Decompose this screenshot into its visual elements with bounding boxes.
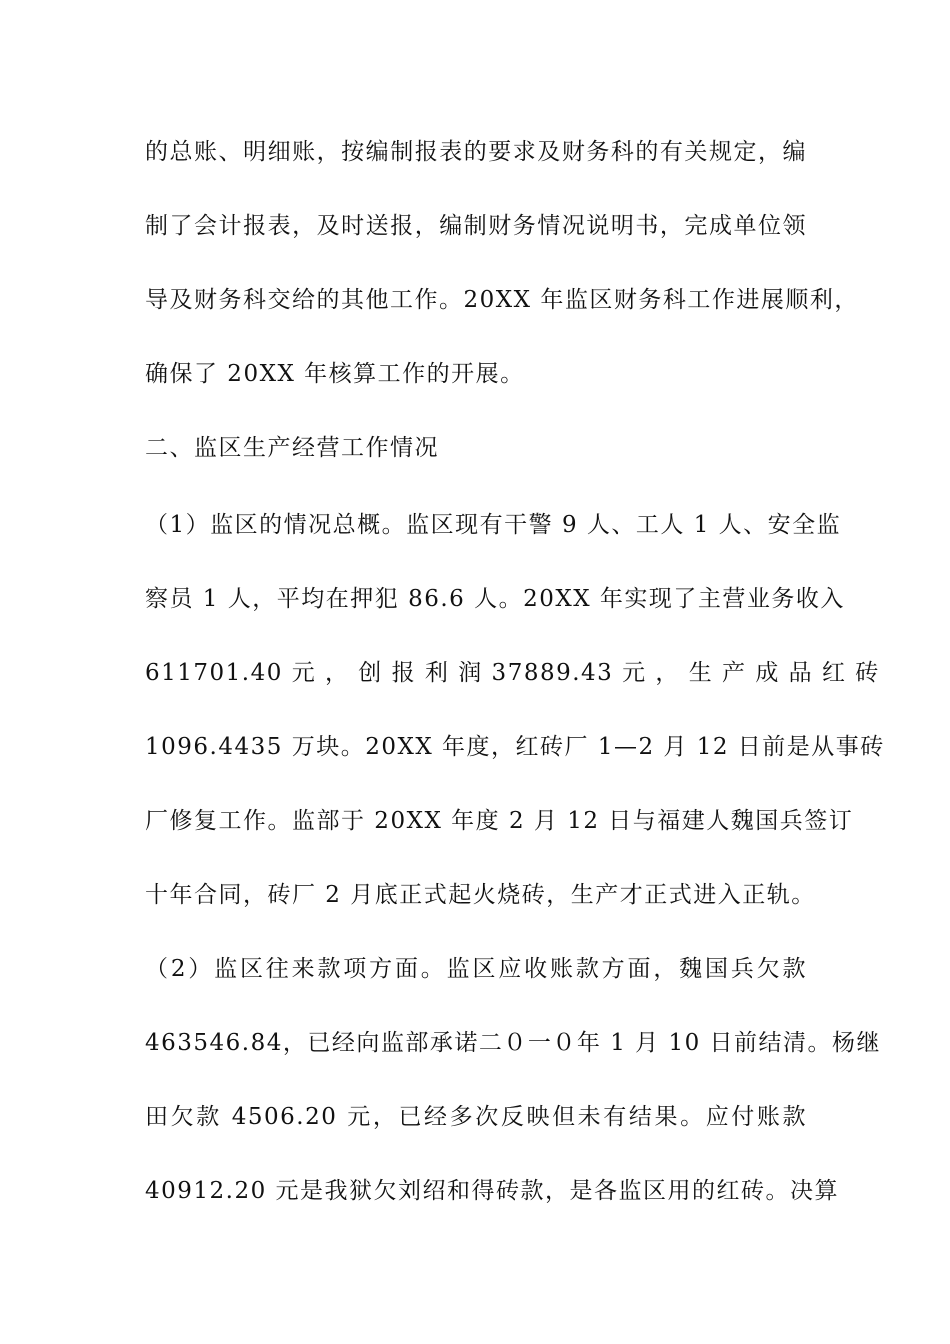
text-line-2: 制了会计报表，及时送报，编制财务情况说明书，完成单位领 — [145, 213, 807, 239]
text-line-11: 十年合同，砖厂 2 月底正式起火烧砖，生产才正式进入正轨。 — [145, 882, 816, 908]
text-line-15: 40912.20 元是我狱欠刘绍和得砖款，是各监区用的红砖。决算 — [145, 1178, 840, 1204]
text-line-7: 察员 1 人，平均在押犯 86.6 人。20XX 年实现了主营业务收入 — [145, 586, 845, 612]
text-line-13: 463546.84，已经向监部承诺二０一０年 1 月 10 日前结清。杨继 — [145, 1030, 882, 1056]
text-line-3: 导及财务科交给的其他工作。20XX 年监区财务科工作进展顺利， — [145, 287, 859, 313]
text-line-12: （2）监区往来款项方面。监区应收账款方面，魏国兵欠款 — [145, 956, 807, 982]
text-line-9: 1096.4435 万块。20XX 年度，红砖厂 1—2 月 12 日前是从事砖 — [145, 734, 885, 760]
text-line-6: （1）监区的情况总概。监区现有干警 9 人、工人 1 人、安全监 — [145, 512, 842, 538]
text-line-10: 厂修复工作。监部于 20XX 年度 2 月 12 日与福建人魏国兵签订 — [145, 808, 854, 834]
text-line-14: 田欠款 4506.20 元，已经多次反映但未有结果。应付账款 — [145, 1104, 807, 1130]
text-line-1: 的总账、明细账，按编制报表的要求及财务科的有关规定，编 — [145, 139, 807, 165]
text-line-8: 611701.40 元 ， 创 报 利 润 37889.43 元 ， 生 产 成 品 红 砖 — [145, 660, 880, 686]
section-heading: 二、监区生产经营工作情况 — [145, 435, 439, 461]
text-line-4: 确保了 20XX 年核算工作的开展。 — [145, 361, 525, 387]
